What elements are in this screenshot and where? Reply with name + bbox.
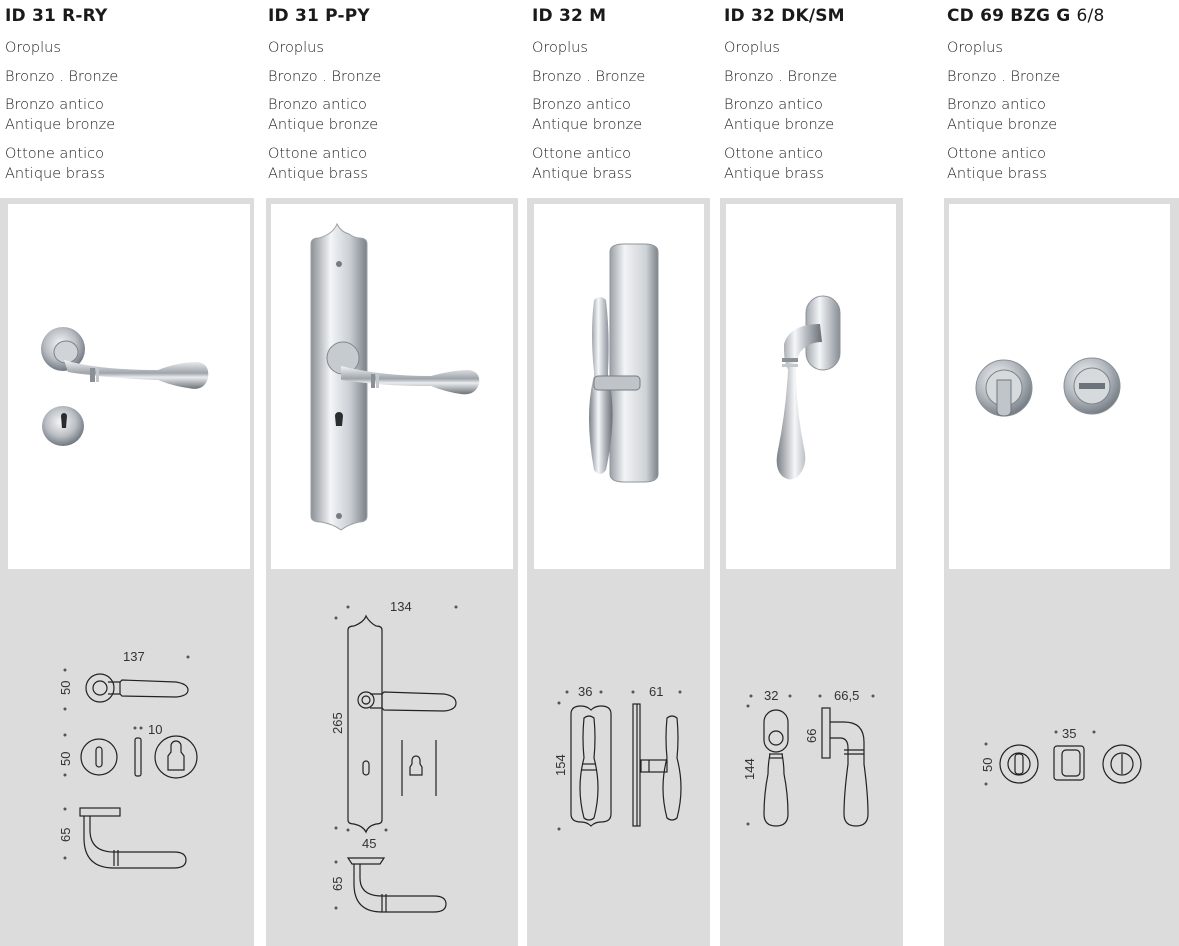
finish-list [947, 38, 1003, 58]
finish-1: Oroplus [947, 40, 1003, 56]
finish-2: Bronzo . Bronze [724, 69, 838, 85]
finish-list [532, 38, 588, 58]
finish-2: Bronzo . Bronze [532, 69, 646, 85]
dim-height: 265 [330, 712, 345, 734]
dim-width: 36 [578, 684, 593, 699]
finish-2: Bronzo . Bronze [947, 69, 1061, 85]
finish-list [724, 67, 837, 87]
finish-6: Antique brass [532, 166, 632, 182]
dim-width: 134 [390, 599, 412, 614]
finish-list [5, 95, 115, 135]
finish-list [947, 95, 1057, 135]
technical-drawing [527, 198, 710, 946]
product-code [724, 6, 845, 26]
dim-plate-height: 50 [58, 751, 73, 766]
dim-depth: 61 [649, 684, 664, 699]
technical-drawing [0, 198, 254, 946]
dim-width: 35 [1062, 726, 1077, 741]
finish-2: Bronzo . Bronze [5, 69, 119, 85]
finish-list [724, 95, 834, 135]
finish-list [268, 38, 324, 58]
finish-5: Ottone antico [532, 146, 632, 162]
finish-4: Antique bronze [724, 117, 835, 133]
finish-6: Antique brass [724, 166, 824, 182]
product-panel [527, 198, 710, 946]
finish-1: Oroplus [268, 40, 324, 56]
finish-1: Oroplus [532, 40, 588, 56]
dim-depth: 66,5 [834, 688, 860, 703]
product-code [5, 6, 108, 26]
finish-list [5, 67, 118, 87]
finish-1: Oroplus [5, 40, 61, 56]
finish-list [5, 144, 105, 184]
finish-6: Antique brass [947, 166, 1047, 182]
finish-6: Antique brass [5, 166, 105, 182]
finish-4: Antique bronze [947, 117, 1058, 133]
product-code [268, 6, 370, 26]
product-panel [266, 198, 518, 946]
finish-3: Bronzo antico [268, 97, 367, 113]
product-code-text: CD 69 BZG G [947, 6, 1071, 26]
finish-list [724, 144, 824, 184]
finish-5: Ottone antico [268, 146, 368, 162]
finish-list [947, 144, 1047, 184]
product-code [947, 6, 1105, 26]
product-code-text: ID 32 DK/SM [724, 6, 845, 26]
finish-5: Ottone antico [947, 146, 1047, 162]
dim-plate-width: 45 [362, 836, 377, 851]
product-panel [0, 198, 254, 946]
technical-drawing [720, 198, 903, 946]
dim-width: 32 [764, 688, 779, 703]
dim-thickness: 10 [148, 722, 163, 737]
technical-drawing [944, 198, 1179, 946]
finish-4: Antique bronze [268, 117, 379, 133]
product-code [532, 6, 606, 26]
finish-5: Ottone antico [724, 146, 824, 162]
finish-list [268, 144, 368, 184]
finish-1: Oroplus [724, 40, 780, 56]
finish-2: Bronzo . Bronze [268, 69, 382, 85]
finish-list [532, 67, 645, 87]
dim-depth: 65 [58, 827, 73, 842]
finish-4: Antique bronze [5, 117, 116, 133]
dim-height: 144 [742, 758, 757, 780]
finish-6: Antique brass [268, 166, 368, 182]
dim-width: 137 [123, 649, 145, 664]
finish-list [268, 67, 381, 87]
finish-3: Bronzo antico [532, 97, 631, 113]
finish-3: Bronzo antico [724, 97, 823, 113]
finish-5: Ottone antico [5, 146, 105, 162]
dim-height: 154 [553, 754, 568, 776]
dim-height: 50 [980, 757, 995, 772]
finish-list [268, 95, 378, 135]
product-panel [944, 198, 1179, 946]
finish-list [5, 38, 61, 58]
finish-3: Bronzo antico [947, 97, 1046, 113]
product-panel [720, 198, 903, 946]
finish-4: Antique bronze [532, 117, 643, 133]
finish-list [532, 144, 632, 184]
finish-list [532, 95, 642, 135]
product-code-suffix: 6/8 [1076, 6, 1105, 26]
finish-list [724, 38, 780, 58]
product-code-text: ID 31 P-PY [268, 6, 370, 26]
dim-rose-height: 50 [58, 680, 73, 695]
dim-depth: 65 [330, 876, 345, 891]
technical-drawing [266, 198, 518, 946]
dim-rose-height: 66 [804, 728, 819, 743]
finish-list [947, 67, 1060, 87]
product-code-text: ID 32 M [532, 6, 607, 26]
product-code-text: ID 31 R-RY [5, 6, 108, 26]
finish-3: Bronzo antico [5, 97, 104, 113]
